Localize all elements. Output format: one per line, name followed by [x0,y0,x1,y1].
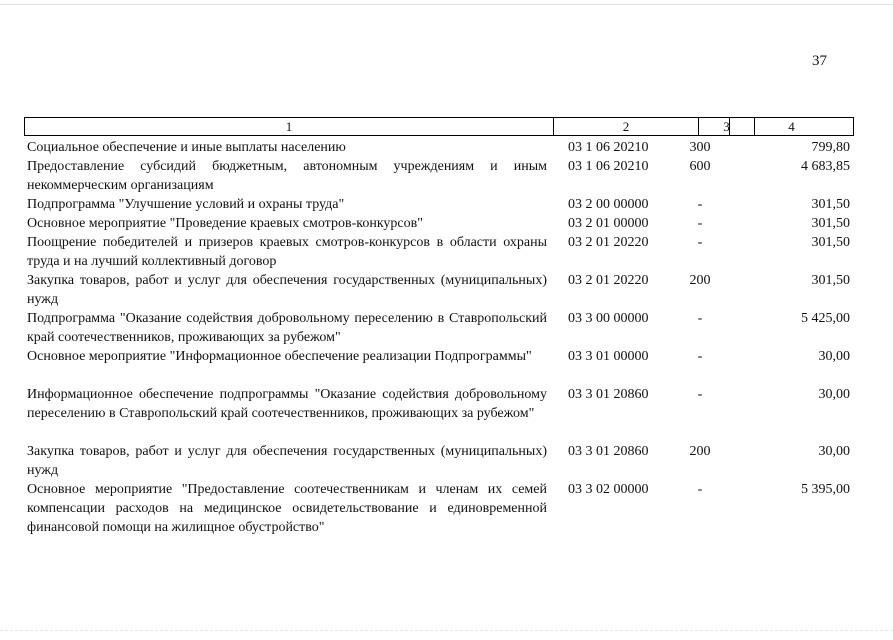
row-type: - [697,197,703,212]
row-name: Предоставление субсидий бюджетным, автономным учреждениям и иным некоммерческим организациям [27,159,547,193]
row-code: 03 3 01 20860 [568,387,649,402]
row-code: 03 3 01 00000 [568,349,649,364]
scan-bottom-edge [0,630,893,631]
row-amount: 301,50 [811,273,850,288]
row-code: 03 1 06 20210 [568,159,649,174]
row-amount: 30,00 [818,387,850,402]
row-name: Основное мероприятие "Информационное обеспечение реализации Подпрограммы" [27,349,532,364]
row-name: Поощрение победителей и призеров краевых смотров-конкурсов в области охраны труда и на лучший коллективный договор [27,235,547,269]
row-amount: 5 425,00 [801,311,850,326]
page-number: 37 [812,53,827,69]
row-code: 03 2 00 00000 [568,197,649,212]
row-amount: 5 395,00 [801,482,850,497]
table-row [27,347,853,385]
row-amount: 30,00 [818,444,850,459]
table-row [27,385,853,442]
row-amount: 30,00 [818,349,850,364]
table-row [27,195,853,214]
row-name: Социальное обеспечение и иные выплаты населению [27,140,346,155]
row-name: Основное мероприятие "Проведение краевых смотров-конкурсов" [27,216,423,231]
row-amount: 4 683,85 [801,159,850,174]
row-code: 03 2 01 20220 [568,235,649,250]
row-type: - [697,216,703,231]
table-body [27,138,853,537]
row-name: Подпрограмма "Оказание содействия добровольному переселению в Ставропольский край соотечественников, проживающих за рубежом" [27,311,547,345]
row-amount: 301,50 [811,235,850,250]
row-code: 03 1 06 20210 [568,140,649,155]
header-col-2: 2 [553,117,699,136]
row-amount: 799,80 [811,140,850,155]
row-code: 03 3 01 20860 [568,444,649,459]
row-type: 200 [689,444,711,459]
header-col-4: 4 [729,117,854,136]
row-code: 03 2 01 00000 [568,216,649,231]
row-amount: 301,50 [811,216,850,231]
row-code: 03 3 02 00000 [568,482,649,497]
table-row [27,271,853,309]
row-code: 03 3 00 00000 [568,311,649,326]
table-header [24,117,854,136]
header-col-1: 1 [24,117,554,136]
row-type: 300 [689,140,711,155]
row-code: 03 2 01 20220 [568,273,649,288]
row-name: Закупка товаров, работ и услуг для обеспечения государственных (муниципальных) нужд [27,273,547,307]
table-row [27,138,853,157]
table-row [27,480,853,537]
table-row [27,442,853,480]
row-name: Подпрограмма "Улучшение условий и охраны труда" [27,197,345,212]
row-type: - [697,235,703,250]
row-amount: 301,50 [811,197,850,212]
header-col-3: 3 [698,117,755,136]
row-name: Закупка товаров, работ и услуг для обеспечения государственных (муниципальных) нужд [27,444,547,478]
table-row [27,233,853,271]
row-type: 200 [689,273,711,288]
row-name: Информационное обеспечение подпрограммы "Оказание содействия добровольному переселению в Ставропольский край соотечественников, проживающих за рубежом" [27,387,547,421]
row-type: 600 [689,159,711,174]
row-type: - [697,482,703,497]
row-name: Основное мероприятие "Предоставление соотечественникам и членам их семей компенсации расходов на медицинское освидетельствование и единовременной финансовой помощи на жилищное обустройство" [27,482,547,535]
row-type: - [697,311,703,326]
scan-top-edge [0,4,893,5]
row-type: - [697,349,703,364]
table-row [27,309,853,347]
table-row [27,157,853,195]
table-row [27,214,853,233]
row-type: - [697,387,703,402]
